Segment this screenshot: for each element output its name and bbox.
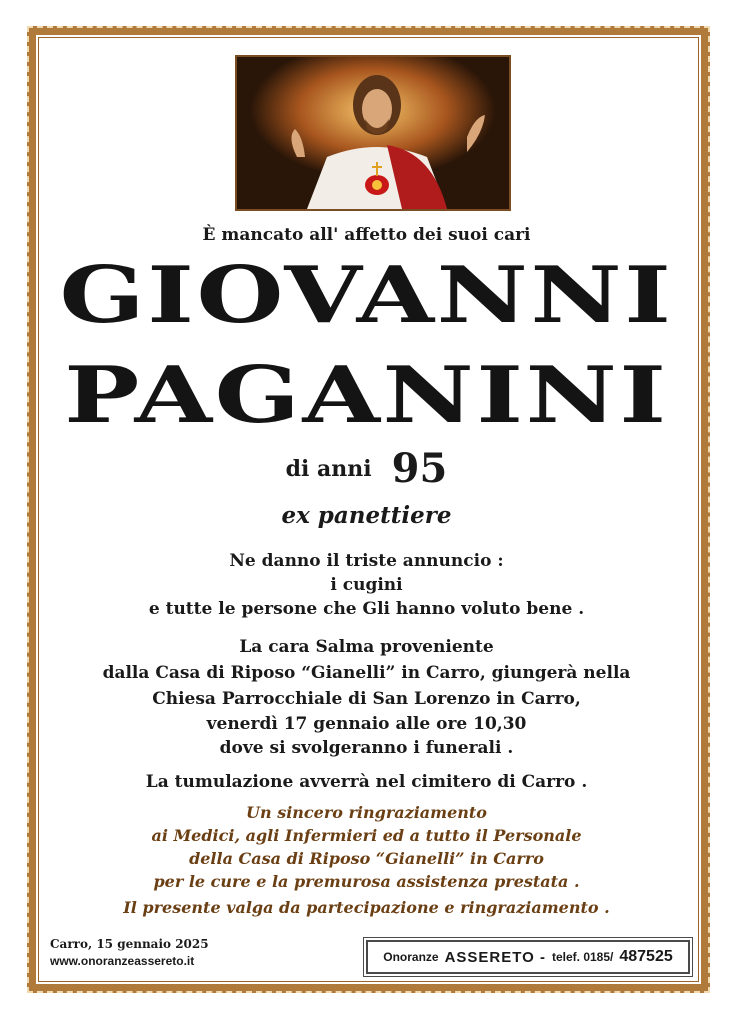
funeral-line: Chiesa Parrocchiale di San Lorenzo in Carro, bbox=[152, 689, 581, 709]
agency-prefix: Onoranze bbox=[383, 950, 439, 964]
agency-box bbox=[366, 940, 690, 974]
announce-line: e tutte le persone che Gli hanno voluto bene . bbox=[148, 599, 585, 619]
funeral-line: dove si svolgeranno i funerali . bbox=[219, 738, 514, 758]
intro-text: È mancato all' affetto dei suoi cari bbox=[202, 225, 531, 245]
agency-name: ASSERETO - bbox=[444, 948, 546, 966]
age-value: 95 bbox=[391, 445, 448, 492]
phone-label: telef. 0185/ bbox=[551, 950, 614, 964]
thanks-line: ai Medici, agli Infermieri ed a tutto il Personale bbox=[151, 826, 582, 845]
thanks-line: Il presente valga da partecipazione e ringraziamento . bbox=[123, 898, 610, 917]
announce-line: Ne danno il triste annuncio : bbox=[229, 551, 504, 571]
phone-number: 487525 bbox=[619, 948, 673, 965]
thanks-line: Un sincero ringraziamento bbox=[246, 803, 487, 822]
sacred-heart-image bbox=[235, 55, 511, 211]
announce-line: i cugini bbox=[330, 575, 403, 595]
age-label: di anni bbox=[285, 456, 372, 482]
profession: ex panettiere bbox=[281, 502, 452, 529]
funeral-line: La cara Salma proveniente bbox=[239, 637, 494, 657]
thanks-line: per le cure e la premurosa assistenza prestata . bbox=[153, 872, 580, 891]
thanks-line: della Casa di Riposo “Gianelli” in Carro bbox=[189, 849, 544, 868]
place-date: Carro, 15 gennaio 2025 bbox=[50, 937, 209, 951]
funeral-line: venerdì 17 gennaio alle ore 10,30 bbox=[206, 714, 527, 734]
age-line bbox=[0, 445, 733, 492]
burial-line: La tumulazione avverrà nel cimitero di Carro . bbox=[145, 772, 588, 792]
funeral-line: dalla Casa di Riposo “Gianelli” in Carro, giungerà nella bbox=[102, 663, 631, 683]
first-name: GIOVANNI bbox=[59, 250, 674, 341]
last-name: PAGANINI bbox=[64, 350, 669, 441]
website-link[interactable]: www.onoranzeassereto.it bbox=[50, 954, 195, 968]
